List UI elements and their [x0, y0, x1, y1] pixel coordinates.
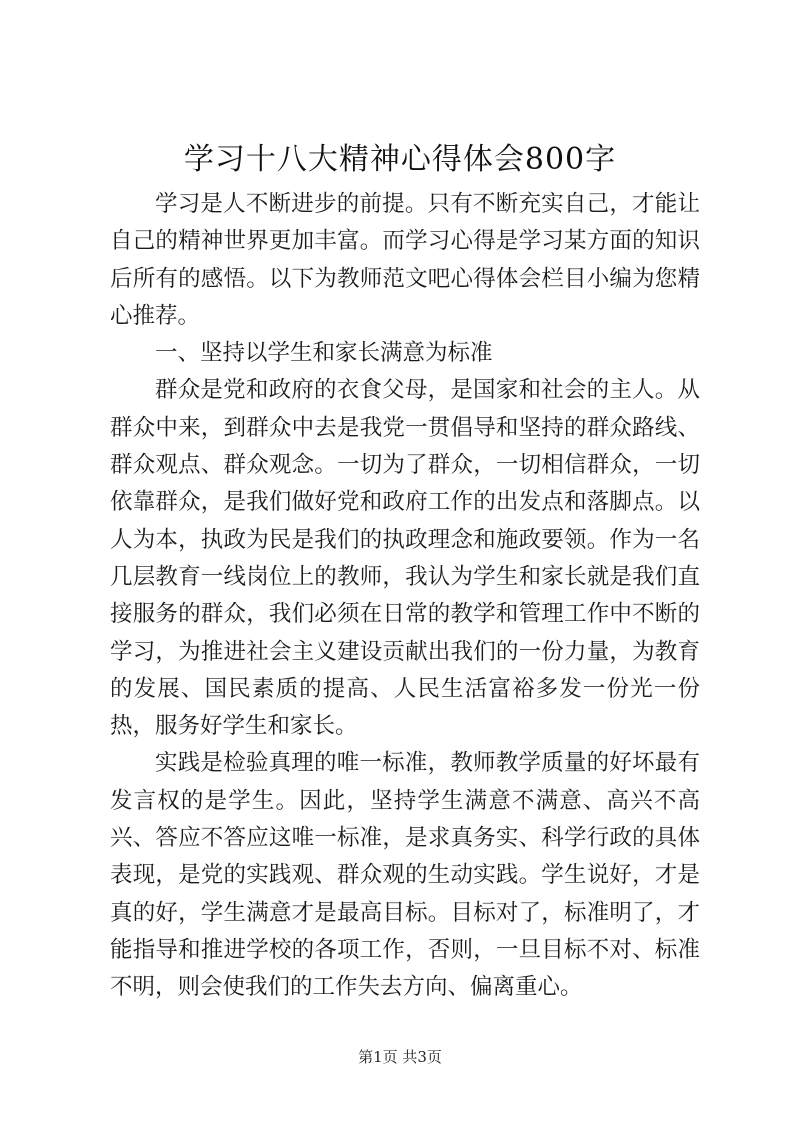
body-paragraph: 群众是党和政府的衣食父母，是国家和社会的主人。从群众中来，到群众中去是我党一贯倡导和坚持的群众路线、群众观点、群众观念。一切为了群众，一切相信群众，一切依靠群众，是我们做好党和政府工作的出发点和落脚点。以人为本，执政为民是我们的执政理念和施政要领。作为一名几层教育一线岗位上的教师，我认为学生和家长就是我们直接服务的群众，我们必须在日常的教学和管理工作中不断的学习，为推进社会主义建设贡献出我们的一份力量，为教育的发展、国民素质的提高、人民生活富裕多发一份光一份热，服务好学生和家长。	[110, 377, 700, 740]
page-number-footer: 第1页 共3页	[358, 1048, 442, 1066]
document-body	[110, 186, 700, 1007]
document-title: 学习十八大精神心得体会800字	[183, 142, 617, 177]
body-paragraph: 实践是检验真理的唯一标准，教师教学质量的好坏最有发言权的是学生。因此，坚持学生满意不满意、高兴不高兴、答应不答应这唯一标准，是求真务实、科学行政的具体表现，是党的实践观、群众观的生动实践。学生说好，才是真的好，学生满意才是最高目标。目标对了，标准明了，才能指导和推进学校的各项工作，否则，一旦目标不对、标准不明，则会使我们的工作失去方向、偏离重心。	[110, 750, 700, 1001]
intro-paragraph: 学习是人不断进步的前提。只有不断充实自己，才能让自己的精神世界更加丰富。而学习心得是学习某方面的知识后所有的感悟。以下为教师范文吧心得体会栏目小编为您精心推荐。	[110, 191, 700, 329]
section-heading: 一、坚持以学生和家长满意为标准	[155, 340, 493, 367]
